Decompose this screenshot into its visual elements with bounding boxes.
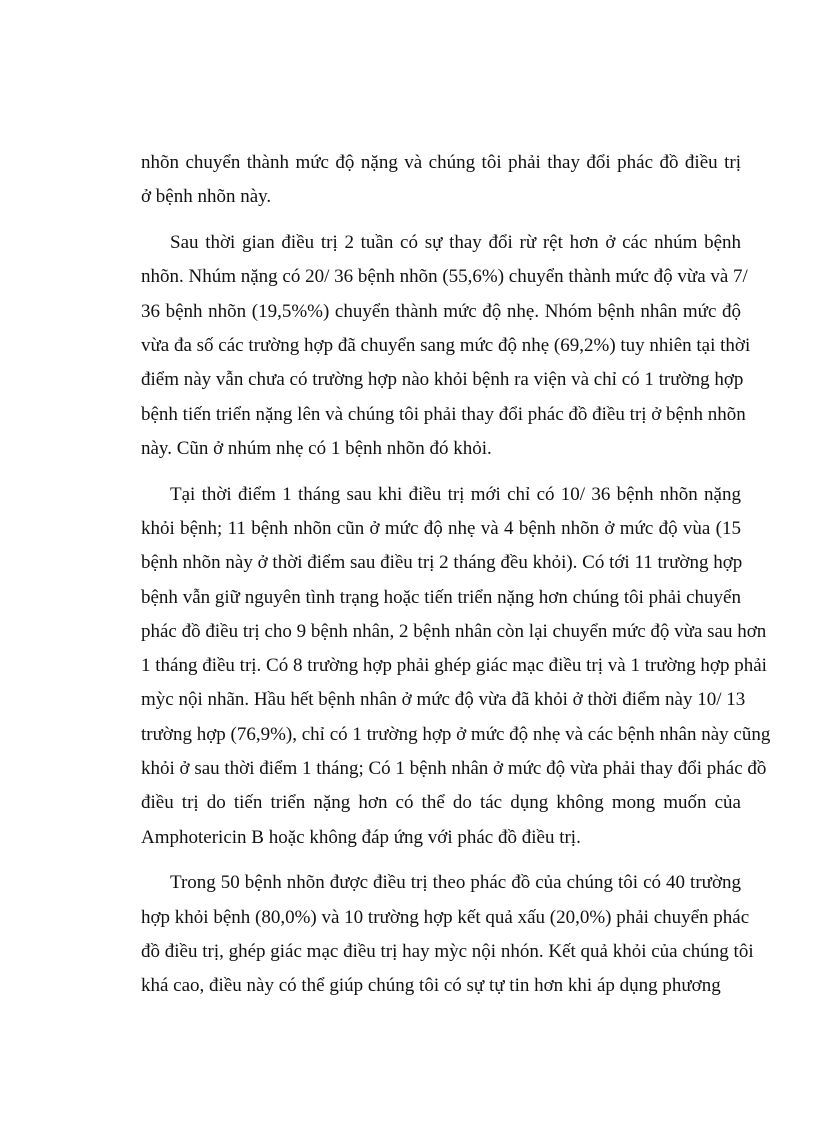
text-line: 1 tháng điều trị. Có 8 trường hợp phải ghép giác mạc điều trị và 1 trường hợp phải <box>141 655 767 677</box>
paragraph <box>141 478 771 855</box>
text-line: bệnh vẫn giữ nguyên tình trạng hoặc tiến triển nặng hơn chúng tôi phải chuyển <box>141 586 741 608</box>
text-line: nhõn. Nhúm nặng có 20/ 36 bệnh nhõn (55,6%) chuyển thành mức độ vừa và 7/ <box>141 266 748 288</box>
text-line: này. Cũn ở nhúm nhẹ có 1 bệnh nhõn đó khỏi. <box>141 437 492 459</box>
text-line: đồ điều trị, ghép giác mạc điều trị hay mỳc nội nhón. Kết quả khỏi của chúng tôi <box>141 941 754 963</box>
text-line: mỳc nội nhãn. Hầu hết bệnh nhân ở mức độ vừa đã khỏi ở thời điểm này 10/ 13 <box>141 689 746 711</box>
text-line: khỏi bệnh; 11 bệnh nhõn cũn ở mức độ nhẹ và 4 bệnh nhõn ở mức độ vùa (15 <box>141 517 741 539</box>
text-line: bệnh tiến triển nặng lên và chúng tôi phải thay đổi phác đồ điều trị ở bệnh nhõn <box>141 403 746 425</box>
text-line: 36 bệnh nhõn (19,5%%) chuyển thành mức độ nhẹ. Nhóm bệnh nhân mức độ <box>141 300 741 322</box>
text-line: bệnh nhõn này ở thời điểm sau điều trị 2 tháng đều khỏi). Có tới 11 trường hợp <box>141 552 743 574</box>
text-line: ở bệnh nhõn này. <box>141 186 272 208</box>
text-line: vừa đa số các trường hợp đã chuyển sang mức độ nhẹ (69,2%) tuy nhiên tại thời <box>141 334 751 356</box>
text-line: Sau thời gian điều trị 2 tuần có sự thay đổi rừ rệt hơn ở các nhúm bệnh <box>170 232 741 254</box>
document-page <box>141 146 771 1015</box>
text-line: điểm này vẫn chưa có trường hợp nào khỏi bệnh ra viện và chỉ có 1 trường hợp <box>141 369 744 391</box>
text-line: phác đồ điều trị cho 9 bệnh nhân, 2 bệnh nhân còn lại chuyển mức độ vừa sau hơn <box>141 620 767 642</box>
text-line: trường hợp (76,9%), chỉ có 1 trường hợp ở mức độ nhẹ và các bệnh nhân này cũng <box>141 723 771 745</box>
paragraph <box>141 866 754 1003</box>
paragraph <box>141 226 751 466</box>
text-line: điều trị do tiến triển nặng hơn có thể do tác dụng không mong muốn của <box>141 792 741 814</box>
text-line: khỏi ở sau thời điểm 1 tháng; Có 1 bệnh nhân ở mức độ vừa phải thay đổi phác đồ <box>141 758 767 780</box>
text-line: hợp khỏi bệnh (80,0%) và 10 trường hợp kết quả xấu (20,0%) phải chuyển phác <box>141 906 750 928</box>
text-line: Trong 50 bệnh nhõn được điều trị theo phác đồ của chúng tôi có 40 trường <box>170 872 741 894</box>
text-line: khá cao, điều này có thể giúp chúng tôi có sự tự tin hơn khi áp dụng phương <box>141 975 721 997</box>
text-line: Amphotericin B hoặc không đáp ứng với phác đồ điều trị. <box>141 826 581 848</box>
text-line: nhõn chuyển thành mức độ nặng và chúng tôi phải thay đổi phác đồ điều trị <box>141 152 741 173</box>
paragraph <box>141 146 741 215</box>
text-line: Tại thời điểm 1 tháng sau khi điều trị mới chỉ có 10/ 36 bệnh nhõn nặng <box>170 483 741 505</box>
